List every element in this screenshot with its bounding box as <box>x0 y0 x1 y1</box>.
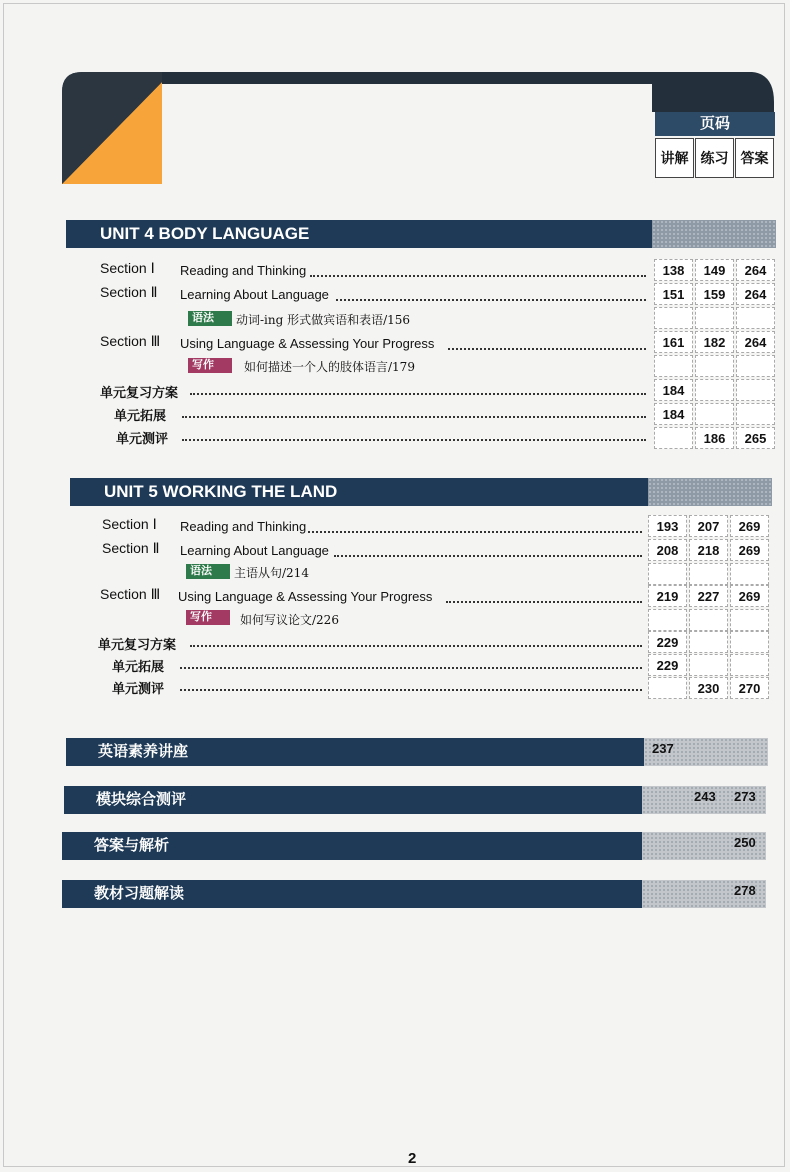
cell: 229 <box>648 654 687 676</box>
leader-dots <box>180 689 642 691</box>
cell <box>736 379 775 401</box>
cell <box>730 654 769 676</box>
cell: 229 <box>648 631 687 653</box>
cell <box>695 307 734 329</box>
page-columns-header <box>655 112 775 182</box>
cell: 193 <box>648 515 687 537</box>
cell: 219 <box>648 585 687 607</box>
special-textbook[interactable]: 教材习题解读 <box>62 880 642 908</box>
special-lecture-pages <box>644 738 768 766</box>
unit5-sec3-label: Section Ⅲ <box>100 586 161 602</box>
cell: 269 <box>730 515 769 537</box>
cell: 265 <box>736 427 775 449</box>
page-number: 2 <box>408 1150 417 1167</box>
cell <box>736 403 775 425</box>
leader-dots <box>334 555 642 557</box>
cell: 269 <box>730 585 769 607</box>
page-ref: 237 <box>652 741 674 756</box>
leader-dots <box>190 645 642 647</box>
col-lecture: 讲解 <box>655 138 694 178</box>
leader-dots <box>182 416 646 418</box>
cell <box>689 563 728 585</box>
unit5-title[interactable]: UNIT 5 WORKING THE LAND <box>70 478 648 506</box>
unit5-expand[interactable]: 单元拓展 <box>112 659 165 674</box>
cell: 161 <box>654 331 693 353</box>
cell: 230 <box>689 677 728 699</box>
unit5-sec2-label: Section Ⅱ <box>102 540 160 556</box>
cell <box>689 654 728 676</box>
unit5-review[interactable]: 单元复习方案 <box>98 637 177 652</box>
writing-badge: 写作 <box>188 358 232 373</box>
leader-dots <box>180 667 642 669</box>
unit5-sec3-title[interactable]: Using Language & Assessing Your Progress <box>178 589 433 604</box>
cell: 159 <box>695 283 734 305</box>
cell: 149 <box>695 259 734 281</box>
cell: 208 <box>648 539 687 561</box>
unit5-writing-text[interactable]: 如何写议论文/226 <box>240 613 339 627</box>
unit4-expand[interactable]: 单元拓展 <box>114 408 167 423</box>
cell: 138 <box>654 259 693 281</box>
unit5-sec1-label: Section Ⅰ <box>102 516 157 532</box>
unit4-bar-tail <box>652 220 776 248</box>
cell: 218 <box>689 539 728 561</box>
unit4-sec1-title[interactable]: Reading and Thinking <box>180 263 307 278</box>
cell <box>648 563 687 585</box>
unit4-writing-text[interactable]: 如何描述一个人的肢体语言/179 <box>244 360 415 374</box>
unit5-sec1-title[interactable]: Reading and Thinking <box>180 519 307 534</box>
special-textbook-pages <box>642 880 766 908</box>
cell <box>695 403 734 425</box>
grammar-badge: 语法 <box>186 564 230 579</box>
page-ref: 278 <box>734 883 756 898</box>
cell: 264 <box>736 331 775 353</box>
unit5-grammar-text[interactable]: 主语从句/214 <box>234 566 309 580</box>
cell <box>736 355 775 377</box>
leader-dots <box>310 275 646 277</box>
special-module-test-pages <box>642 786 766 814</box>
cell: 184 <box>654 379 693 401</box>
leader-dots <box>308 531 642 533</box>
unit4-sec2-title[interactable]: Learning About Language <box>180 287 329 302</box>
grammar-badge: 语法 <box>188 311 232 326</box>
cell: 227 <box>689 585 728 607</box>
cell <box>730 631 769 653</box>
cell <box>730 563 769 585</box>
writing-badge: 写作 <box>186 610 230 625</box>
unit4-sec2-label: Section Ⅱ <box>100 284 158 300</box>
cell: 207 <box>689 515 728 537</box>
leader-dots <box>446 601 642 603</box>
col-answer: 答案 <box>735 138 774 178</box>
cell <box>689 609 728 631</box>
cell <box>695 379 734 401</box>
unit4-sec1-label: Section Ⅰ <box>100 260 155 276</box>
unit4-sec3-title[interactable]: Using Language & Assessing Your Progress <box>180 336 435 351</box>
cell <box>695 355 734 377</box>
cell <box>648 677 687 699</box>
special-module-test[interactable]: 模块综合测评 <box>64 786 642 814</box>
cell: 182 <box>695 331 734 353</box>
special-answers-pages <box>642 832 766 860</box>
cell <box>736 307 775 329</box>
cell: 264 <box>736 283 775 305</box>
cell <box>654 355 693 377</box>
leader-dots <box>336 299 646 301</box>
leader-dots <box>182 439 646 441</box>
cell <box>730 609 769 631</box>
cell: 151 <box>654 283 693 305</box>
col-practice: 练习 <box>695 138 734 178</box>
unit5-bar-tail <box>648 478 772 506</box>
cell <box>689 631 728 653</box>
cell: 264 <box>736 259 775 281</box>
page-ref: 273 <box>734 789 756 804</box>
unit4-title[interactable]: UNIT 4 BODY LANGUAGE <box>66 220 652 248</box>
leader-dots <box>190 393 646 395</box>
page-col-title: 页码 <box>655 112 775 136</box>
unit4-test[interactable]: 单元测评 <box>116 431 169 446</box>
special-answers[interactable]: 答案与解析 <box>62 832 642 860</box>
cell <box>648 609 687 631</box>
cell: 186 <box>695 427 734 449</box>
page-ref: 243 <box>694 789 716 804</box>
page-ref: 250 <box>734 835 756 850</box>
cell: 184 <box>654 403 693 425</box>
unit4-sec3-label: Section Ⅲ <box>100 333 161 349</box>
cell <box>654 427 693 449</box>
leader-dots <box>448 348 646 350</box>
unit5-test[interactable]: 单元测评 <box>112 681 165 696</box>
special-lecture[interactable]: 英语素养讲座 <box>66 738 644 766</box>
unit4-grammar-text[interactable]: 动词-ing 形式做宾语和表语/156 <box>236 313 411 327</box>
unit5-sec2-title[interactable]: Learning About Language <box>180 543 329 558</box>
cell: 270 <box>730 677 769 699</box>
cell: 269 <box>730 539 769 561</box>
cell <box>654 307 693 329</box>
unit4-review[interactable]: 单元复习方案 <box>100 385 179 400</box>
